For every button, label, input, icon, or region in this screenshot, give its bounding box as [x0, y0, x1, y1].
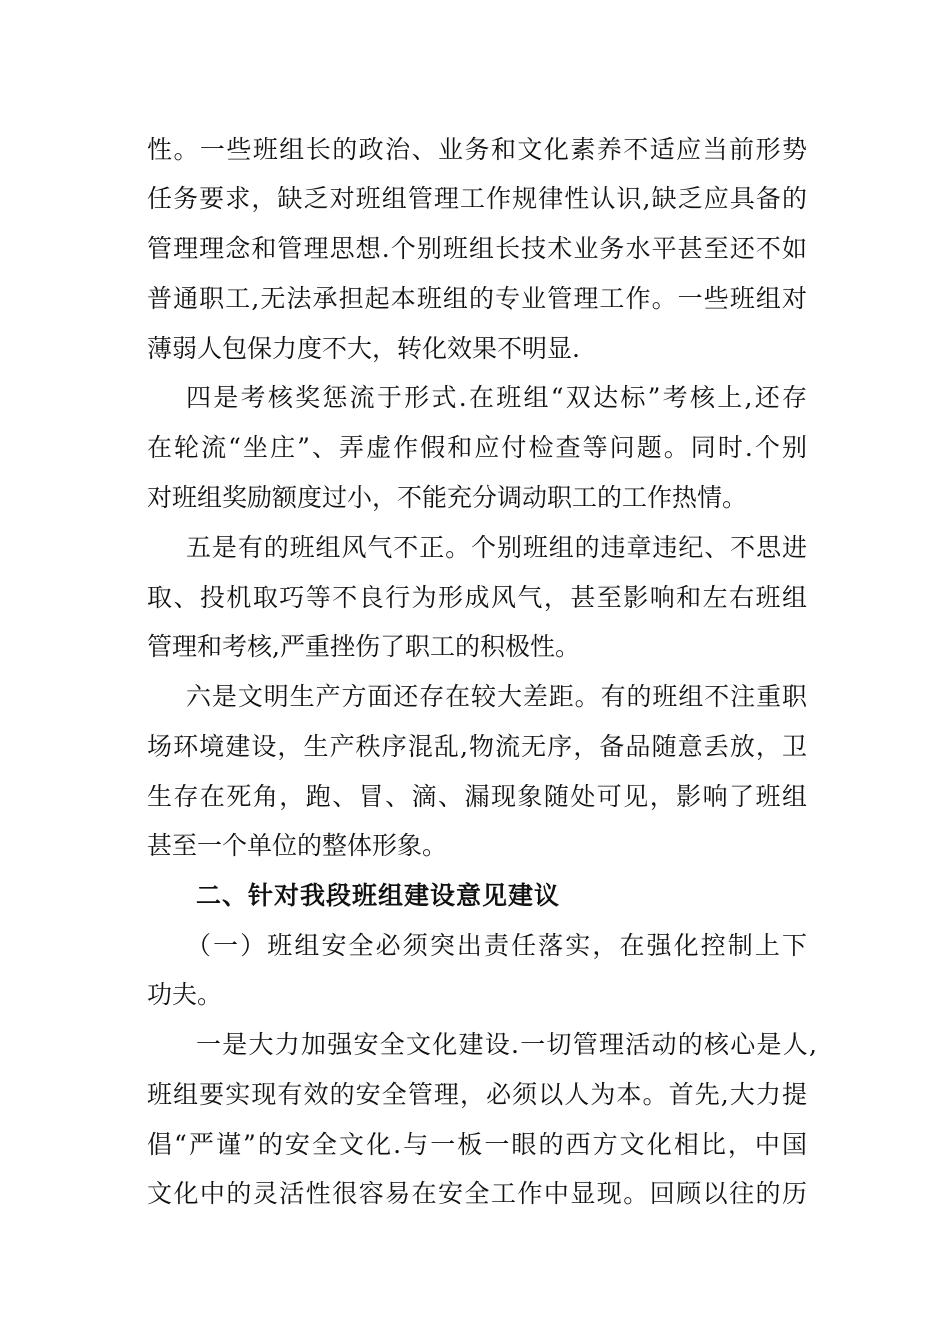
paragraph-line: 对班组奖励额度过小，不能充分调动职工的工作热情。: [147, 483, 748, 512]
paragraph-line: 管理理念和管理思想.个别班组长技术业务水平甚至还不如: [147, 234, 807, 263]
section-heading: 二、针对我段班组建设意见建议: [196, 881, 561, 910]
paragraph-line: 甚至一个单位的整体形象。: [147, 831, 448, 860]
paragraph-line: （一）班组安全必须突出责任落实，在强化控制上下: [186, 931, 807, 960]
paragraph-line: 性。一些班组长的政治、业务和文化素养不适应当前形势: [147, 135, 807, 164]
paragraph-line: 普通职工,无法承担起本班组的专业管理工作。一些班组对: [147, 284, 807, 313]
paragraph-line: 功夫。: [147, 980, 223, 1009]
paragraph-line: 五是有的班组风气不正。个别班组的违章违纪、不思进: [186, 533, 807, 562]
paragraph-line: 六是文明生产方面还存在较大差距。有的班组不注重职: [186, 682, 807, 711]
paragraph-line: 场环境建设，生产秩序混乱,物流无序，备品随意丢放，卫: [147, 732, 807, 761]
paragraph-line: 一是大力加强安全文化建设.一切管理活动的核心是人,: [196, 1030, 817, 1059]
paragraph-line: 四是考核奖惩流于形式.在班组“双达标”考核上,还存: [186, 383, 807, 412]
paragraph-line: 倡“严谨”的安全文化.与一板一眼的西方文化相比，中国: [147, 1130, 807, 1159]
paragraph-line: 班组要实现有效的安全管理，必须以人为本。首先,大力提: [147, 1080, 807, 1109]
paragraph-line: 任务要求，缺乏对班组管理工作规律性认识,缺乏应具备的: [147, 184, 807, 213]
paragraph-line: 生存在死角，跑、冒、滴、漏现象随处可见，影响了班组: [147, 782, 807, 811]
paragraph-line: 在轮流“坐庄”、弄虚作假和应付检查等问题。同时.个别: [147, 433, 807, 462]
paragraph-line: 薄弱人包保力度不大，转化效果不明显.: [147, 334, 580, 363]
paragraph-line: 取、投机取巧等不良行为形成风气，甚至影响和左右班组: [147, 583, 807, 612]
paragraph-line: 管理和考核,严重挫伤了职工的积极性。: [147, 632, 580, 661]
paragraph-line: 文化中的灵活性很容易在安全工作中显现。回顾以往的历: [147, 1179, 807, 1208]
